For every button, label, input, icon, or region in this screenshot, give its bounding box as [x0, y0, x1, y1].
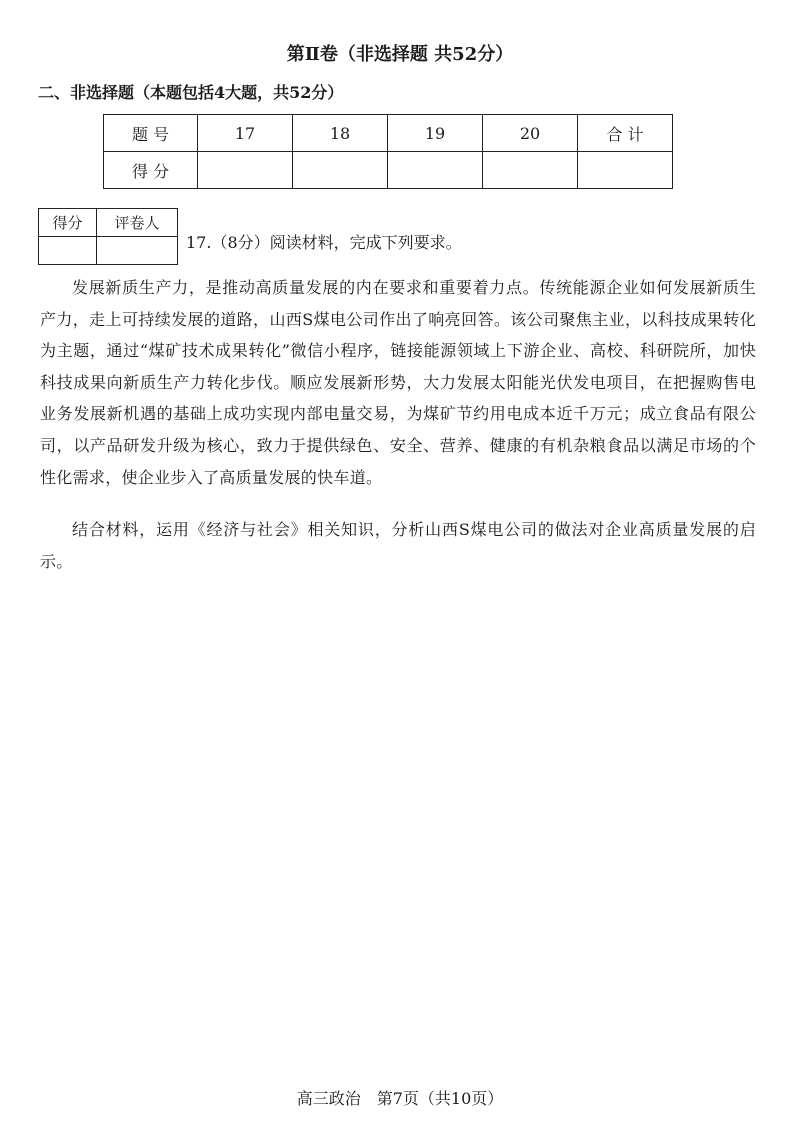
score-table-col-19: 19 — [388, 115, 483, 152]
score-cell-19 — [388, 152, 483, 189]
score-table-col-20: 20 — [483, 115, 578, 152]
score-table-col-17: 17 — [198, 115, 293, 152]
grader-table-score-label: 得分 — [39, 209, 97, 237]
score-table — [103, 114, 673, 189]
grader-table-grader-label: 评卷人 — [97, 209, 178, 237]
grader-name-cell — [97, 237, 178, 265]
score-cell-total — [578, 152, 673, 189]
score-table-col-total: 合 计 — [578, 115, 673, 152]
section-heading: 二、非选择题（本题包括4大题，共52分） — [38, 83, 344, 102]
score-table-header-row — [104, 115, 673, 152]
page-title: 第Ⅱ卷（非选择题 共52分） — [286, 44, 514, 65]
score-table-label-question-number: 题 号 — [104, 115, 198, 152]
grader-table — [38, 208, 178, 265]
score-cell-17 — [198, 152, 293, 189]
page-footer: 高三政治 第7页（共10页） — [296, 1089, 504, 1108]
score-cell-20 — [483, 152, 578, 189]
question-prompt: 结合材料，运用《经济与社会》相关知识，分析山西S煤电公司的做法对企业高质量发展的启示。 — [40, 520, 756, 571]
question-17-heading: 17.（8分）阅读材料，完成下列要求。 — [186, 233, 462, 252]
score-cell-18 — [293, 152, 388, 189]
score-table-label-score: 得 分 — [104, 152, 198, 189]
score-table-score-row — [104, 152, 673, 189]
grader-score-cell — [39, 237, 97, 265]
score-table-col-18: 18 — [293, 115, 388, 152]
question-material: 发展新质生产力，是推动高质量发展的内在要求和重要着力点。传统能源企业如何发展新质生产力，走上可持续发展的道路，山西S煤电公司作出了响亮回答。该公司聚焦主业，以科技成果转化为主题，通过“煤矿技术成果转化”微信小程序，链接能源领域上下游企业、高校、科研院所，加快科技成果向新质生产力转化步伐。顺应发展新形势，大力发展太阳能光伏发电项目，在把握购售电业务发展新机遇的基础上成功实现内部电量交易，为煤矿节约用电成本近千万元；成立食品有限公司，以产品研发升级为核心，致力于提供绿色、安全、营养、健康的有机杂粮食品以满足市场的个性化需求，使企业步入了高质量发展的快车道。 — [40, 278, 756, 487]
